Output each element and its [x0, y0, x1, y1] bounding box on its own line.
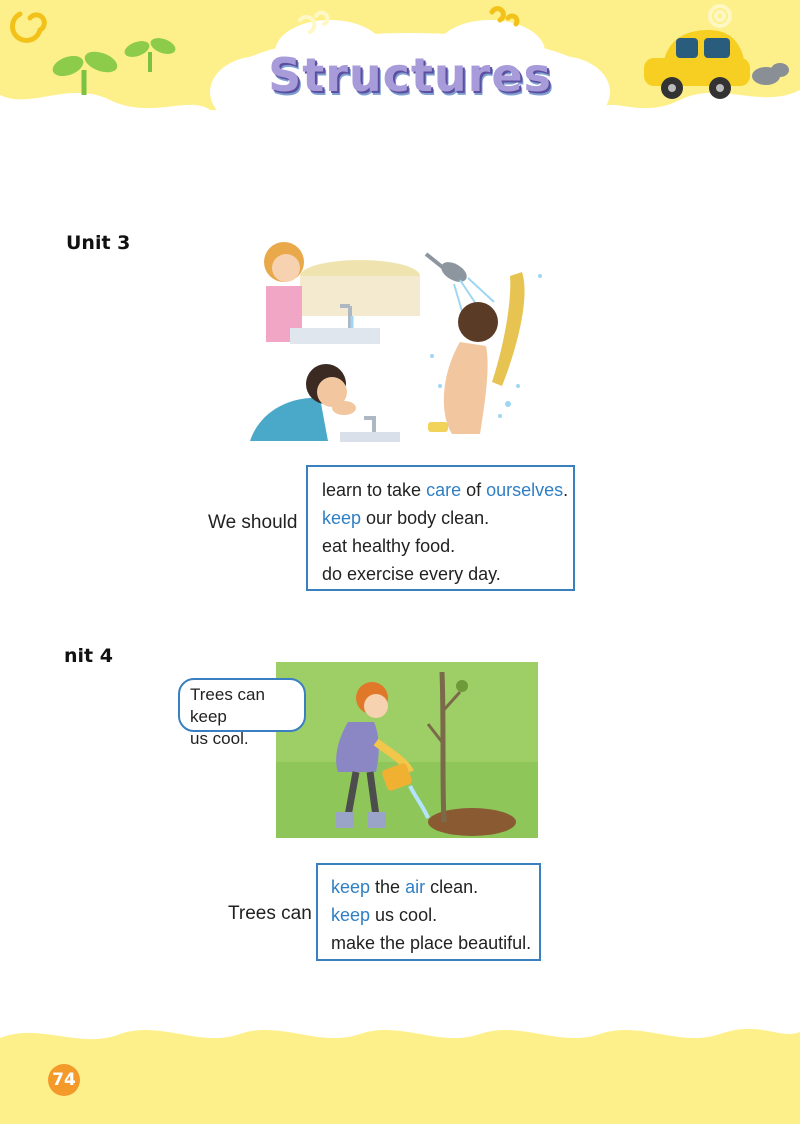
unit-3-heading: Unit 3: [66, 232, 131, 254]
unit-4-phrase-box: [316, 863, 541, 961]
unit-4-phrase-line: [331, 901, 539, 929]
speech-bubble: [178, 678, 306, 748]
highlight-word: ourselves: [486, 480, 564, 500]
girl-washing-hands-illustration: [264, 242, 420, 344]
unit-4-lead-text: Trees can: [228, 903, 312, 924]
phrase-text: the: [370, 877, 406, 897]
highlight-word: air: [405, 877, 426, 897]
unit-3-phrase-line: [322, 504, 573, 532]
unit-3-phrase-line: [322, 476, 573, 504]
unit-3-illustration: [240, 236, 560, 446]
boy-washing-face-illustration: [250, 364, 400, 442]
highlight-word: care: [426, 480, 462, 500]
phrase-text: clean.: [425, 877, 479, 897]
phrase-text: learn to take: [322, 480, 427, 500]
page-number: 74: [48, 1064, 80, 1096]
unit-3-phrase-line: [322, 532, 573, 560]
highlight-word: keep: [331, 877, 371, 897]
unit-4-heading: nit 4: [64, 645, 113, 667]
highlight-word: keep: [322, 508, 362, 528]
phrase-text: us cool.: [370, 905, 438, 925]
phrase-text: of: [461, 480, 487, 500]
unit-3-phrase-line: [322, 560, 573, 588]
footer-banner: [0, 1020, 800, 1124]
unit-3-phrase-box: [306, 465, 575, 591]
girl-watering-tree-illustration: [276, 662, 538, 838]
unit-4-phrase-line: [331, 873, 539, 901]
phrase-text: make the place beautiful.: [331, 933, 532, 953]
unit-4-phrase-line: [331, 929, 539, 957]
phrase-text: our body clean.: [361, 508, 490, 528]
phrase-text: .: [563, 480, 569, 500]
speech-bubble-line: us cool.: [190, 729, 249, 748]
boy-showering-illustration: [426, 254, 542, 434]
unit-3-lead-text: We should: [208, 512, 298, 533]
phrase-text: do exercise every day.: [322, 564, 501, 584]
speech-bubble-line: Trees can keep: [190, 685, 265, 726]
phrase-text: eat healthy food.: [322, 536, 456, 556]
highlight-word: keep: [331, 905, 371, 925]
page-title: Structures: [268, 48, 552, 102]
